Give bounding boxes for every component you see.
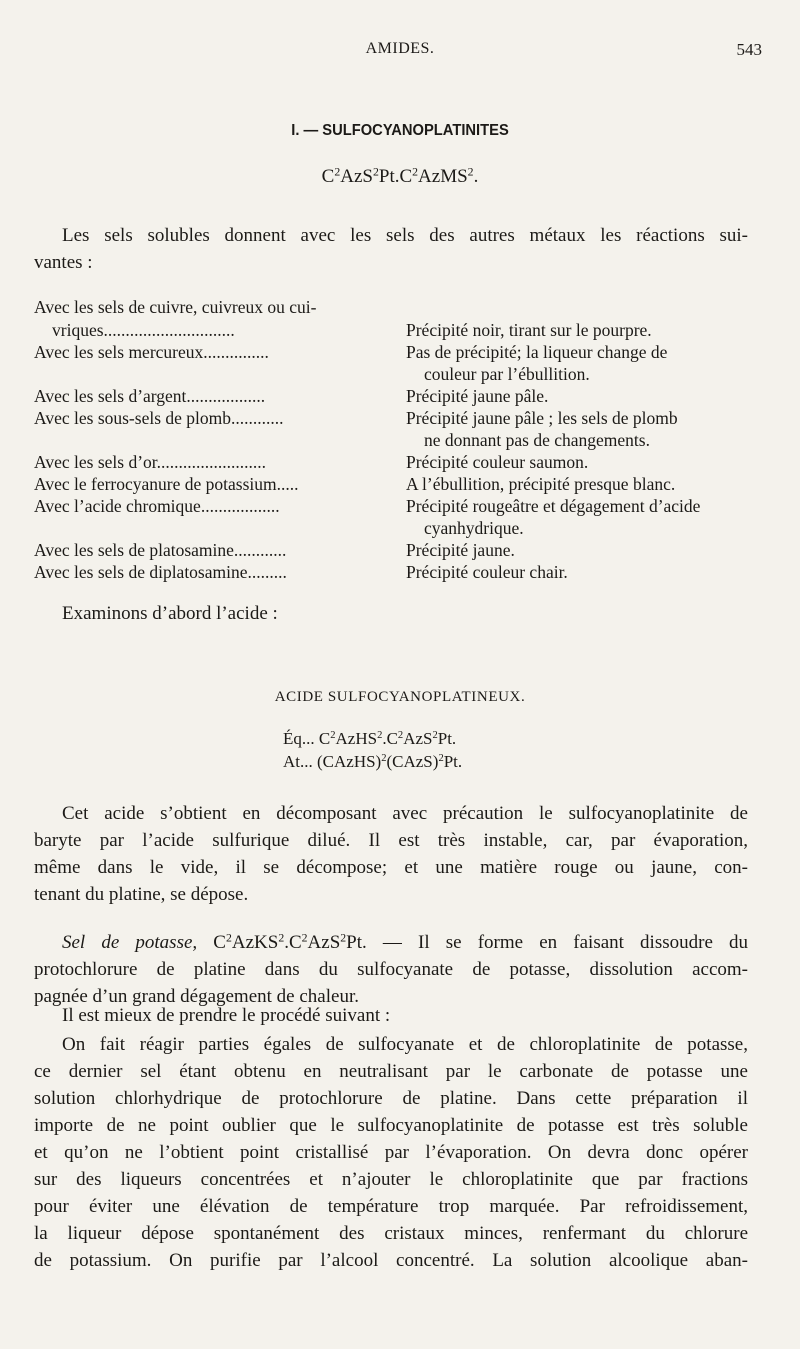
sel-formula: $C^2AzKS^2.C^2AzS^2Pt$. (213, 931, 367, 953)
reaction-right: Précipité rougeâtre et dégagement d’acide (406, 496, 701, 516)
paragraph-sel-potasse (34, 929, 748, 1010)
intro-line-1: Les sels solubles donnent avec les sels des autres métaux les réactions sui- (62, 225, 748, 246)
text-line: de potassium. On purifie par l’alcool concentré. La solution alcoolique aban- (34, 1250, 748, 1271)
acide-heading: ACIDE SULFOCYANOPLATINEUX. (274, 689, 526, 705)
running-header: AMIDES. (365, 40, 435, 57)
text-line: Cet acide s’obtient en décomposant avec précaution le sulfocyanoplatinite de (62, 803, 748, 824)
reaction-right: Précipité noir, tirant sur le pourpre. (406, 320, 652, 340)
page-number: 543 (736, 40, 762, 59)
reaction-left: vriques.............................. (52, 320, 235, 340)
atomic-formula: At... (CAzHS)$^2$(CAzS)$^2$Pt. (283, 752, 463, 771)
text-line: la liqueur dépose spontanément des cristaux minces, renfermant du chlorure (34, 1223, 748, 1244)
section-heading: I. — SULFOCYANOPLATINITES (291, 122, 509, 139)
reaction-right: Précipité jaune pâle ; les sels de plomb (406, 408, 678, 428)
text-line: Sel de potasse, $C^2AzKS^2.C^2AzS^2Pt$. — Il se forme en faisant dissoudre du (62, 931, 749, 953)
reaction-left: Avec les sels de diplatosamine......... (34, 562, 287, 582)
reaction-right: couleur par l’ébullition. (424, 364, 590, 384)
paragraph-procede: Il est mieux de prendre le procédé suivant : (62, 1005, 391, 1026)
reaction-right: Précipité jaune pâle. (406, 386, 549, 406)
text-line: et qu’on ne l’obtient point cristallisé par l’évaporation. On devra donc opérer (34, 1142, 748, 1163)
reaction-left: Avec les sels d’or......................... (34, 452, 267, 472)
text-line: pagnée d’un grand dégagement de chaleur. (34, 986, 359, 1007)
text-line: pour éviter une élévation de température trop marquée. Par refroidissement, (34, 1196, 748, 1217)
reaction-right: Pas de précipité; la liqueur change de (406, 342, 668, 362)
text-line: ce dernier sel étant obtenu en neutralisant par le carbonate de potasse une (34, 1061, 748, 1082)
reaction-right: Précipité couleur saumon. (406, 452, 589, 472)
sel-label: Sel de potasse, (62, 932, 198, 953)
text-line: On fait réagir parties égales de sulfocyanate et de chloroplatinite de potasse, (62, 1034, 748, 1055)
paragraph-preparation (34, 1031, 748, 1274)
intro-line-2: vantes : (34, 252, 93, 273)
paragraph-acide (34, 800, 748, 908)
equivalent-formula: Éq... $C^2AzHS^2.C^2AzS^2Pt$. (283, 729, 457, 748)
text-line: tenant du platine, se dépose. (34, 884, 249, 905)
reaction-left: Avec les sous-sels de plomb............ (34, 408, 284, 428)
reaction-left: Avec les sels de platosamine............ (34, 540, 287, 560)
examinons-line: Examinons d’abord l’acide : (62, 603, 278, 624)
reaction-right: ne donnant pas de changements. (424, 430, 650, 450)
reaction-left: Avec l’acide chromique.................. (34, 496, 280, 516)
text-line: importe de ne point oublier que le sulfocyanoplatinite de potasse est très soluble (34, 1115, 748, 1136)
text-line: solution chlorhydrique de protochlorure de platine. Dans cette préparation il (34, 1088, 748, 1109)
text-line: protochlorure de platine dans du sulfocyanate de potasse, dissolution accom- (34, 959, 748, 980)
reaction-right: Précipité jaune. (406, 540, 515, 560)
reaction-left: Avec les sels mercureux............... (34, 342, 269, 362)
reaction-left: Avec les sels d’argent.................. (34, 386, 266, 406)
text-line: baryte par l’acide sulfurique dilué. Il est très instable, car, par évaporation, (34, 830, 748, 851)
reaction-right: A l’ébullition, précipité presque blanc. (406, 474, 676, 494)
section-formula: $C^2AzS^2Pt.C^2AzMS^2$. (321, 165, 479, 187)
reaction-left: Avec le ferrocyanure de potassium..... (34, 474, 299, 494)
reaction-right: Précipité couleur chair. (406, 562, 568, 582)
reaction-right: cyanhydrique. (424, 518, 524, 538)
text-line: sur des liqueurs concentrées et n’ajouter le chloroplatinite que par fractions (34, 1169, 748, 1190)
reaction-left: Avec les sels de cuivre, cuivreux ou cui- (34, 297, 317, 317)
intro-paragraph (34, 222, 748, 276)
text-line: même dans le vide, il se décompose; et une matière rouge ou jaune, con- (34, 857, 748, 878)
